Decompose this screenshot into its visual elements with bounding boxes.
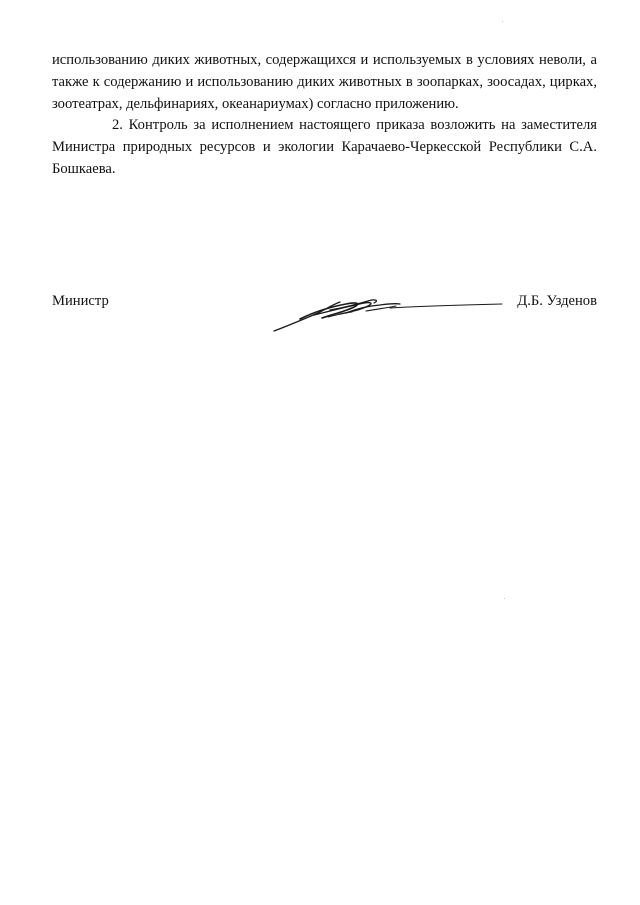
paragraph-continuation: использованию диких животных, содержащихся и используемых в условиях неволи, а также к содержанию и использованию диких животных в зоопарках, зоосадах, цирках, зоотеатрах, дельфинариях, океанариумах) согласно приложению. [52,52,597,112]
paragraph-control-clause: 2. Контроль за исполнением настоящего приказа возложить на заместителя Министра природных ресурсов и экологии Карачаево-Черкесской Республики С.А. Бошкаева. [52,117,597,177]
scan-artifact [502,21,503,22]
signature-block [52,291,597,341]
document-body [52,50,597,181]
signatory-name: Д.Б. Узденов [517,293,597,309]
scan-artifact [504,598,505,599]
signatory-title: Министр [52,293,109,309]
handwritten-signature-icon [270,291,505,339]
